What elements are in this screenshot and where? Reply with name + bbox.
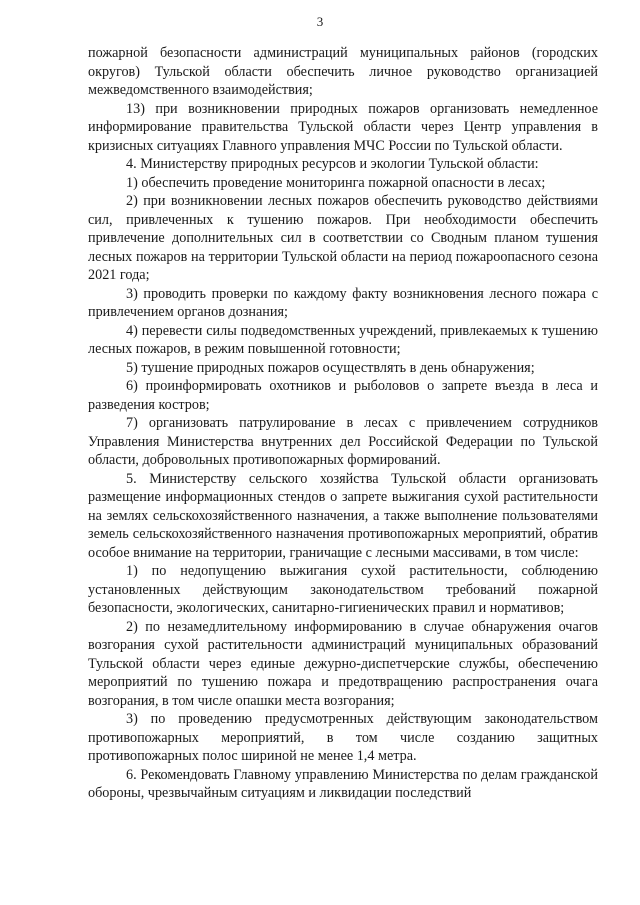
paragraph-item-4-2: 2) при возникновении лесных пожаров обеспечить руководство действиями сил, привлеченных к тушению пожаров. При необходимости обеспечить привлечение дополнительных сил в соответствии со Сводным планом тушения лесных пожаров на территории Тульской области на период пожароопасного сезона 2021 года; xyxy=(88,193,598,283)
paragraph-section-5: 5. Министерству сельского хозяйства Тульской области организовать размещение информационных стендов о запрете выжигания сухой растительности на землях сельскохозяйственного назначения, а также выполнение пользователями земель сельскохозяйственного назначения противопожарных мероприятий, обратив особое внимание на территории, граничащие с лесными массивами, в том числе: xyxy=(88,470,598,561)
document-body xyxy=(88,44,598,803)
paragraph-item-4-5: 5) тушение природных пожаров осуществлять в день обнаружения; xyxy=(126,359,535,376)
paragraph-item-4-3: 3) проводить проверки по каждому факту возникновения лесного пожара с привлечением органов дознания; xyxy=(88,285,598,320)
paragraph-item-5-1: 1) по недопущению выжигания сухой растительности, соблюдению установленных действующим законодательством требований пожарной безопасности, экологических, санитарно-гигиенических правил и нормативов; xyxy=(88,563,598,616)
paragraph-item-13: 13) при возникновении природных пожаров организовать немедленное информирование правительства Тульской области через Центр управления в кризисных ситуациях Главного управления МЧС России по Тульской области. xyxy=(88,100,598,154)
paragraph-item-4-1: 1) обеспечить проведение мониторинга пожарной опасности в лесах; xyxy=(126,174,546,191)
paragraph-continuation: пожарной безопасности администраций муниципальных районов (городских округов) Тульской области обеспечить личное руководство организацией межведомственного взаимодействия; xyxy=(88,45,598,98)
paragraph-item-5-3: 3) по проведению предусмотренных действующим законодательством противопожарных мероприятий, в том числе созданию защитных противопожарных полос шириной не менее 1,4 метра. xyxy=(88,711,598,764)
paragraph-item-4-4: 4) перевести силы подведомственных учреждений, привлекаемых к тушению лесных пожаров, в режим повышенной готовности; xyxy=(88,322,598,357)
paragraph-section-4: 4. Министерству природных ресурсов и экологии Тульской области: xyxy=(126,156,539,172)
paragraph-item-5-2: 2) по незамедлительному информированию в случае обнаружения очагов возгорания сухой растительности администраций муниципальных образований Тульской области через единые дежурно-диспетчерские службы, обеспечению мероприятий по тушению пожара и предотвращению распространения очага возгорания, в том числе опашки места возгорания; xyxy=(88,618,598,709)
paragraph-item-4-7: 7) организовать патрулирование в лесах с привлечением сотрудников Управления Министерства внутренних дел Российской Федерации по Тульской области, добровольных противопожарных формирований. xyxy=(88,415,598,468)
paragraph-item-4-6: 6) проинформировать охотников и рыболовов о запрете въезда в леса и разведения костров; xyxy=(88,378,598,413)
paragraph-section-6: 6. Рекомендовать Главному управлению Министерства по делам гражданской обороны, чрезвычайным ситуациям и ликвидации последствий xyxy=(88,766,598,801)
page-number: 3 xyxy=(316,14,324,29)
